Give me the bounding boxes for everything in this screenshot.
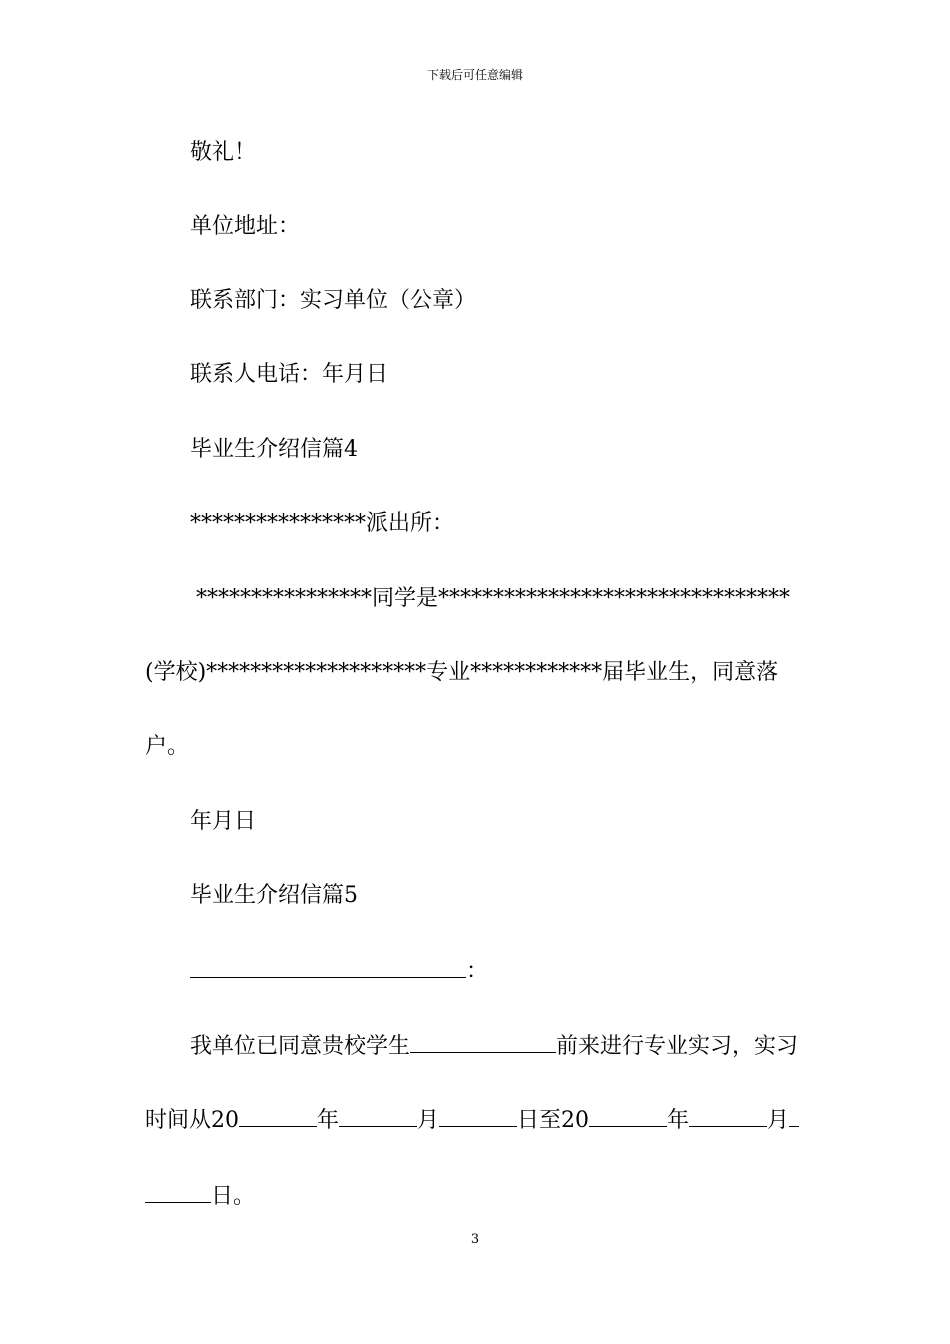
addressee-blank-line — [190, 955, 488, 987]
closing-salutation: 敬礼！ — [190, 140, 257, 165]
month-label-2: 月 — [767, 1108, 790, 1133]
body5-line-2 — [145, 1104, 799, 1136]
body-line-2: (学校)********************专业************届毕业生，同意落 — [145, 660, 779, 685]
body5-line-1 — [190, 1030, 798, 1062]
month-label-1: 月 — [417, 1108, 440, 1133]
start-month-blank — [339, 1104, 417, 1127]
police-station-addressee: ****************派出所： — [190, 511, 455, 536]
year-label-1: 年 — [317, 1108, 340, 1133]
end-day-blank-start — [789, 1104, 799, 1127]
body5-text-a: 我单位已同意贵校学生 — [190, 1034, 411, 1059]
year-label-2: 年 — [667, 1108, 690, 1133]
section-title-4: 毕业生介绍信篇4 — [190, 437, 358, 462]
student-name-blank — [410, 1030, 556, 1053]
end-year-blank — [589, 1104, 667, 1127]
end-day-blank-cont — [145, 1180, 211, 1203]
day-end-text: 日。 — [211, 1184, 256, 1209]
body-line-3: 户。 — [145, 734, 190, 759]
day-to-text: 日至20 — [517, 1108, 590, 1133]
unit-address-label: 单位地址： — [190, 214, 301, 239]
body5-line-3 — [145, 1180, 255, 1212]
addressee-blank — [190, 955, 466, 978]
addressee-colon: ： — [466, 959, 489, 984]
contact-phone-line: 联系人电话：年月日 — [190, 362, 389, 387]
section-title-5: 毕业生介绍信篇5 — [190, 883, 358, 908]
time-from-text: 时间从20 — [145, 1108, 239, 1133]
contact-department-line: 联系部门：实习单位（公章） — [190, 288, 477, 313]
date-line: 年月日 — [190, 809, 257, 834]
start-day-blank — [439, 1104, 517, 1127]
page-header: 下载后可任意编辑 — [426, 68, 523, 82]
body-line-1: ****************同学是******************************** — [196, 586, 791, 611]
body5-text-b: 前来进行专业实习，实习 — [556, 1034, 799, 1059]
end-month-blank — [689, 1104, 767, 1127]
page-number: 3 — [470, 1232, 480, 1247]
start-year-blank — [239, 1104, 317, 1127]
